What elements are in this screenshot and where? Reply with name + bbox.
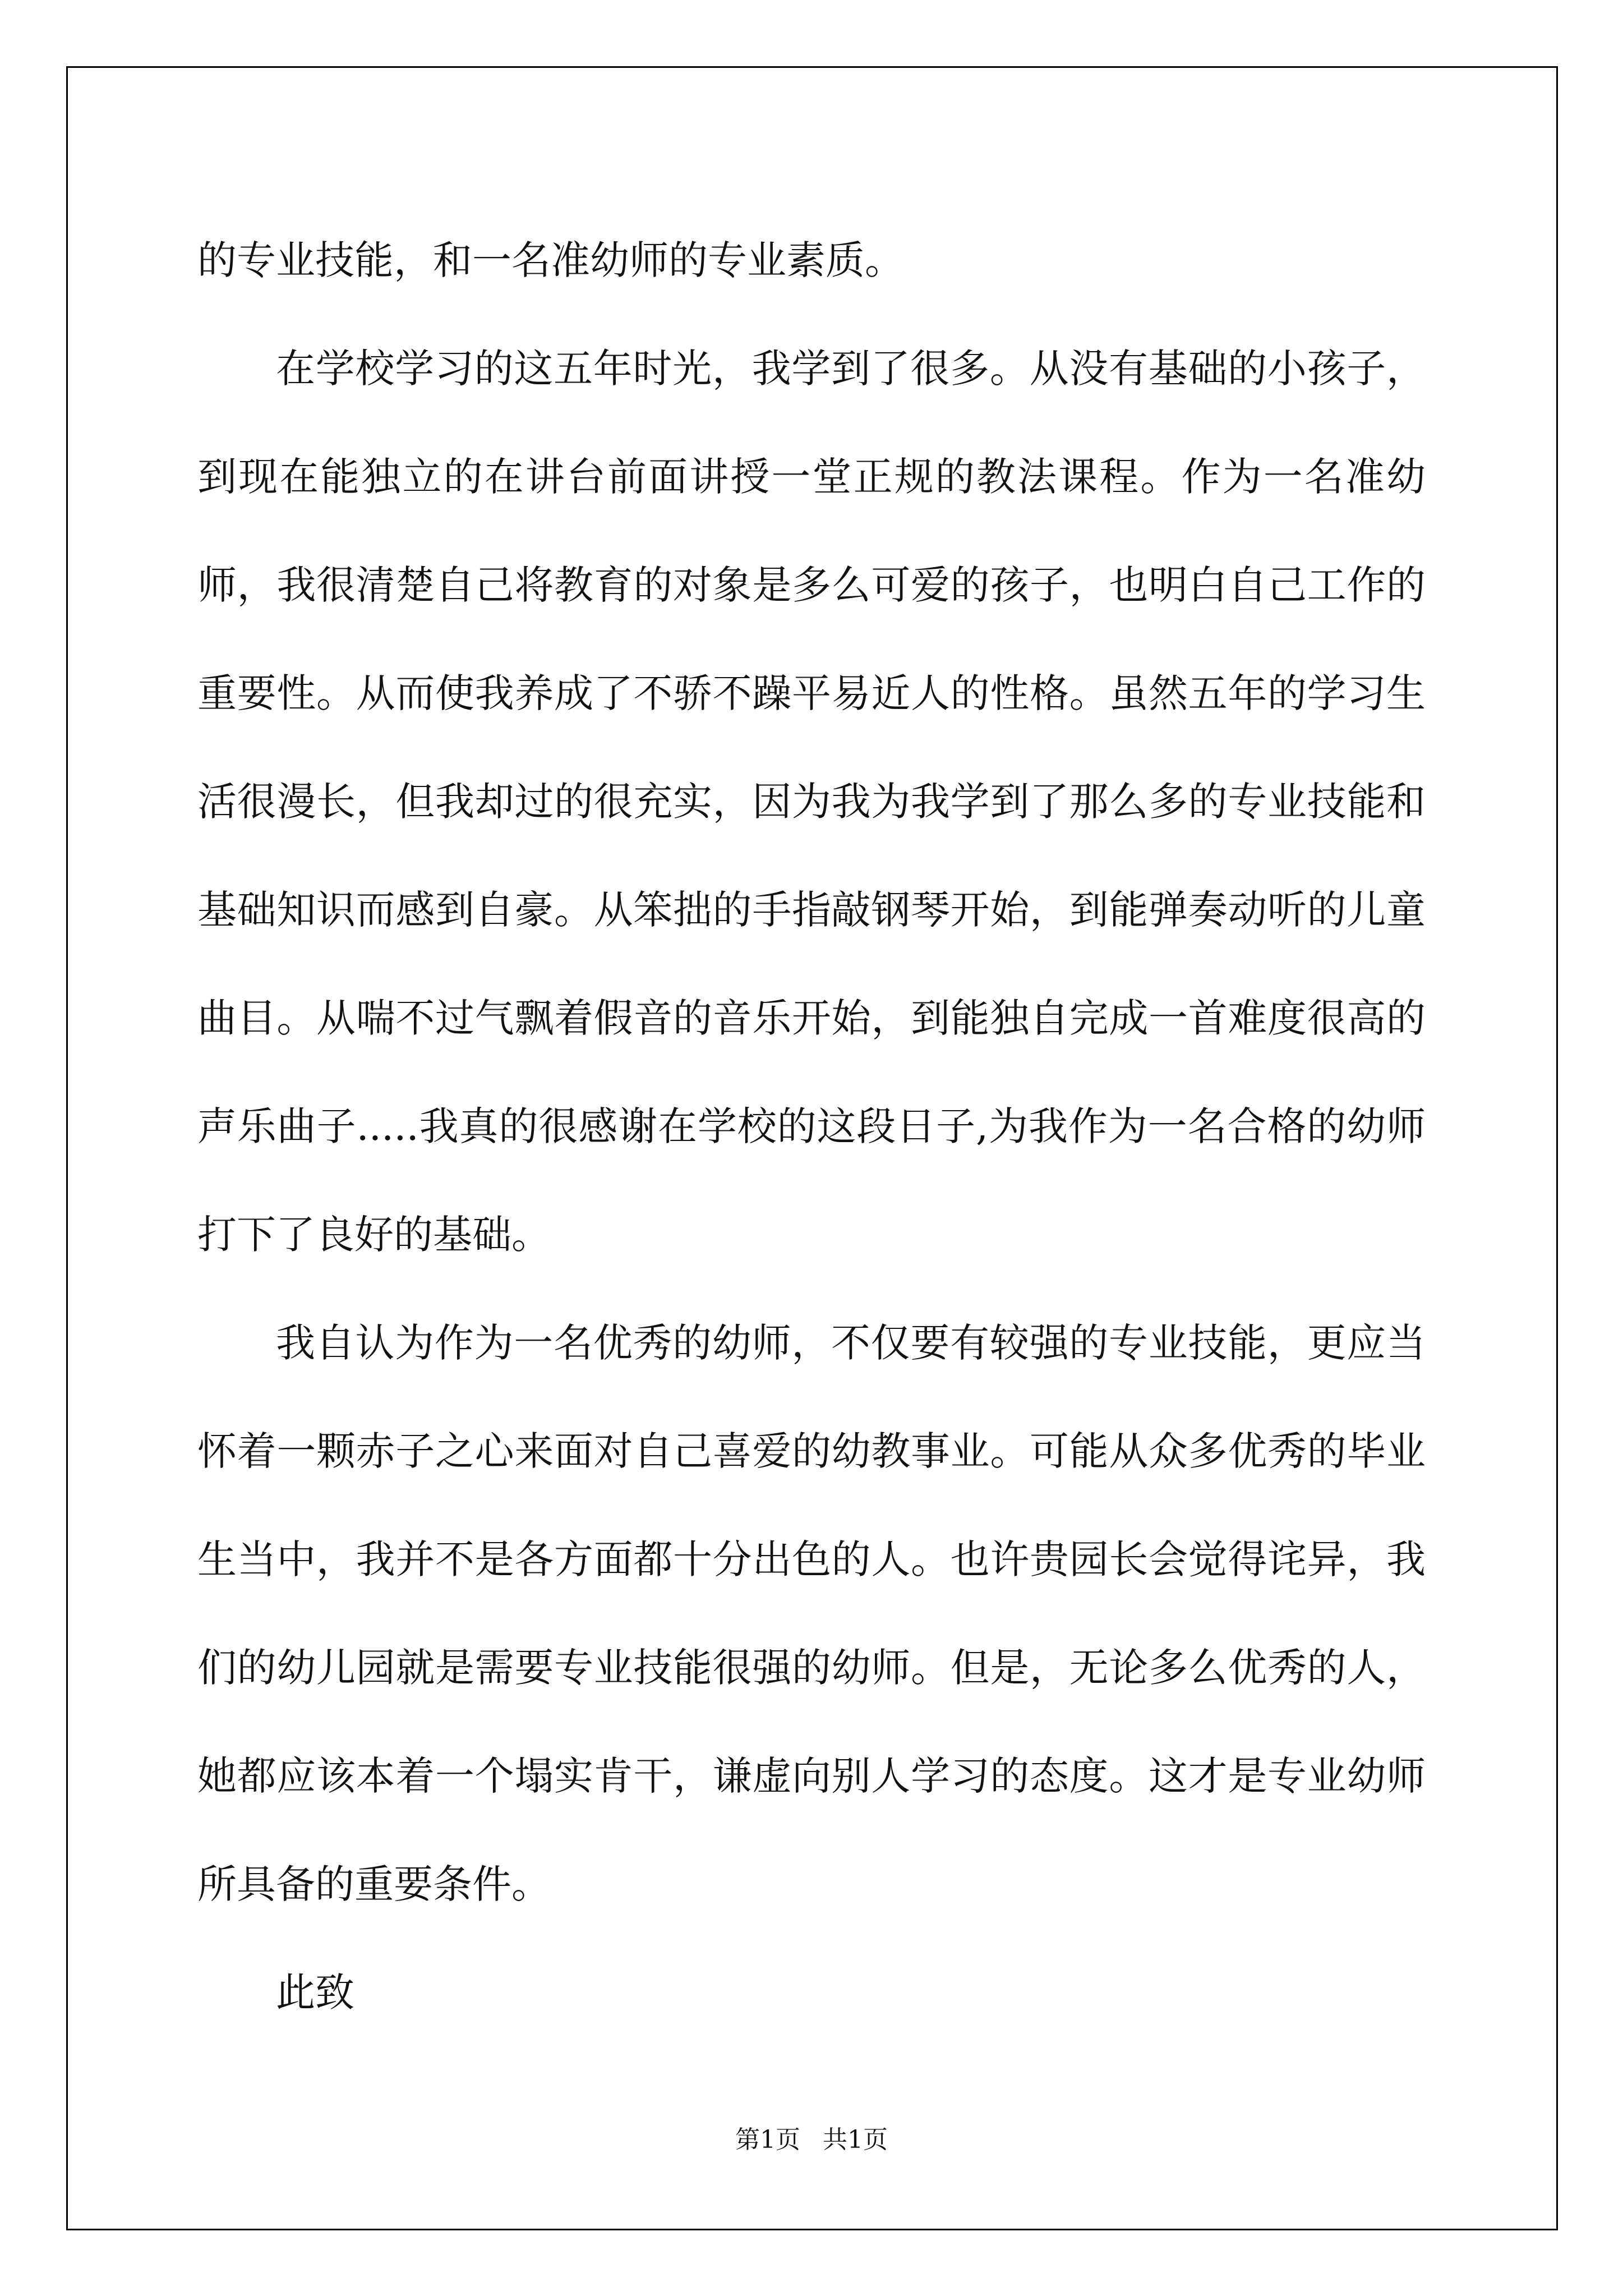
page-footer	[0, 2123, 1623, 2157]
page-number-current: 第1页	[735, 2125, 800, 2154]
paragraph-1: 的专业技能，和一名准幼师的专业素质。	[197, 237, 904, 283]
paragraph-3: 我自认为作为一名优秀的幼师，不仅要有较强的专业技能，更应当怀着一颗赤子之心来面对自己喜爱的幼教事业。可能从众多优秀的毕业生当中，我并不是各方面都十分出色的人。也许贵园长会觉得诧异，我们的幼儿园就是需要专业技能很强的幼师。但是，无论多么优秀的人，她都应该本着一个塌实肯干，谦虚向别人学习的态度。这才是专业幼师所具备的重要条件。	[197, 1320, 1426, 1907]
paragraph-2: 在学校学习的这五年时光，我学到了很多。从没有基础的小孩子，到现在能独立的在讲台前面讲授一堂正规的教法课程。作为一名准幼师，我很清楚自己将教育的对象是多么可爱的孩子，也明白自己工作的重要性。从而使我养成了不骄不躁平易近人的性格。虽然五年的学习生活很漫长，但我却过的很充实，因为我为我学到了那么多的专业技能和基础知识而感到自豪。从笨拙的手指敲钢琴开始，到能弹奏动听的儿童曲目。从喘不过气飘着假音的音乐开始，到能独自完成一首难度很高的声乐曲子.....我真的很感谢在学校的这段日子,为我作为一名合格的幼师打下了良好的基础。	[197, 346, 1426, 1258]
page-number-total: 共1页	[823, 2125, 888, 2154]
document-body	[197, 206, 1426, 2047]
closing-salutation: 此致	[276, 1970, 354, 2016]
